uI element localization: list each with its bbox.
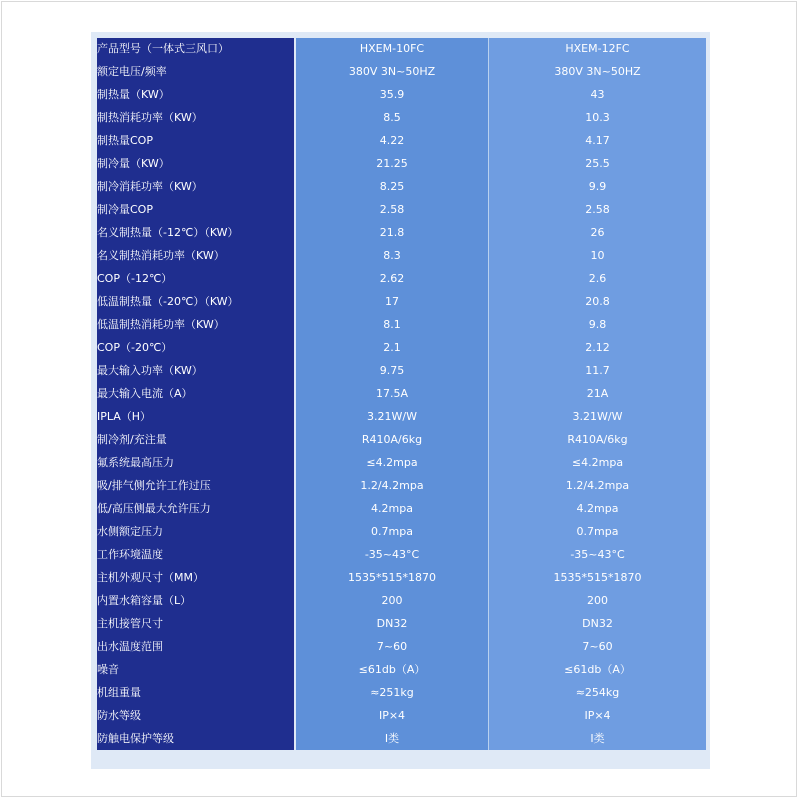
spec-label: 制热量COP bbox=[97, 130, 295, 153]
model-1-value: 4.2mpa bbox=[295, 498, 489, 521]
model-1-value: 2.62 bbox=[295, 268, 489, 291]
model-2-value: 9.9 bbox=[489, 176, 707, 199]
model-2-value: 1.2/4.2mpa bbox=[489, 475, 707, 498]
model-1-value: 2.1 bbox=[295, 337, 489, 360]
spec-label: 制热消耗功率（KW） bbox=[97, 107, 295, 130]
model-2-value: 2.6 bbox=[489, 268, 707, 291]
spec-label: 出水温度范围 bbox=[97, 636, 295, 659]
model-1-value: 35.9 bbox=[295, 84, 489, 107]
model-2-value: ≤61db（A） bbox=[489, 659, 707, 682]
model-2-value: 380V 3N~50HZ bbox=[489, 61, 707, 84]
model-2-value: 1535*515*1870 bbox=[489, 567, 707, 590]
model-1-value: 0.7mpa bbox=[295, 521, 489, 544]
table-row bbox=[97, 245, 706, 268]
table-row bbox=[97, 176, 706, 199]
spec-label: 低温制热消耗功率（KW） bbox=[97, 314, 295, 337]
spec-label: 名义制热消耗功率（KW） bbox=[97, 245, 295, 268]
model-1-value: ≤61db（A） bbox=[295, 659, 489, 682]
table-row bbox=[97, 153, 706, 176]
model-2-value: 20.8 bbox=[489, 291, 707, 314]
model-2-value: I类 bbox=[489, 728, 707, 750]
table-row bbox=[97, 613, 706, 636]
spec-label: 噪音 bbox=[97, 659, 295, 682]
table-row bbox=[97, 38, 706, 61]
model-2-value: 4.17 bbox=[489, 130, 707, 153]
model-2-value: 200 bbox=[489, 590, 707, 613]
table-row bbox=[97, 61, 706, 84]
spec-label: COP（-12℃） bbox=[97, 268, 295, 291]
model-1-value: ≈251kg bbox=[295, 682, 489, 705]
table-row bbox=[97, 429, 706, 452]
model-1-value: 17.5A bbox=[295, 383, 489, 406]
spec-label: COP（-20℃） bbox=[97, 337, 295, 360]
spec-label: 氟系统最高压力 bbox=[97, 452, 295, 475]
model-2-value: R410A/6kg bbox=[489, 429, 707, 452]
table-row bbox=[97, 636, 706, 659]
spec-label: 低温制热量（-20℃）（KW） bbox=[97, 291, 295, 314]
table-row bbox=[97, 337, 706, 360]
model-1-value: 9.75 bbox=[295, 360, 489, 383]
spec-label: 机组重量 bbox=[97, 682, 295, 705]
model-1-value: 3.21W/W bbox=[295, 406, 489, 429]
table-row bbox=[97, 360, 706, 383]
model-1-value: R410A/6kg bbox=[295, 429, 489, 452]
spec-label: 防触电保护等级 bbox=[97, 728, 295, 750]
model-1-value: 17 bbox=[295, 291, 489, 314]
spec-label: 制冷剂/充注量 bbox=[97, 429, 295, 452]
spec-label: 防水等级 bbox=[97, 705, 295, 728]
model-1-value: HXEM-10FC bbox=[295, 38, 489, 61]
spec-label: 制冷量COP bbox=[97, 199, 295, 222]
table-row bbox=[97, 659, 706, 682]
spec-label: 工作环境温度 bbox=[97, 544, 295, 567]
table-row bbox=[97, 314, 706, 337]
model-2-value: 9.8 bbox=[489, 314, 707, 337]
model-2-value: 11.7 bbox=[489, 360, 707, 383]
table-row bbox=[97, 130, 706, 153]
spec-label: 水侧额定压力 bbox=[97, 521, 295, 544]
spec-label: 名义制热量（-12℃）（KW） bbox=[97, 222, 295, 245]
model-2-value: -35~43°C bbox=[489, 544, 707, 567]
model-2-value: ≈254kg bbox=[489, 682, 707, 705]
model-2-value: ≤4.2mpa bbox=[489, 452, 707, 475]
model-1-value: 8.1 bbox=[295, 314, 489, 337]
table-row bbox=[97, 383, 706, 406]
spec-label: 最大输入功率（KW） bbox=[97, 360, 295, 383]
table-row bbox=[97, 84, 706, 107]
model-1-value: DN32 bbox=[295, 613, 489, 636]
model-1-value: IP×4 bbox=[295, 705, 489, 728]
spec-label: 最大输入电流（A） bbox=[97, 383, 295, 406]
table-row bbox=[97, 521, 706, 544]
spec-label: 主机外观尺寸（MM） bbox=[97, 567, 295, 590]
table-row bbox=[97, 452, 706, 475]
model-1-value: 1535*515*1870 bbox=[295, 567, 489, 590]
model-2-value: 10.3 bbox=[489, 107, 707, 130]
spec-label: 制热量（KW） bbox=[97, 84, 295, 107]
spec-label: IPLA（H） bbox=[97, 406, 295, 429]
model-2-value: 25.5 bbox=[489, 153, 707, 176]
spec-label: 低/高压侧最大允许压力 bbox=[97, 498, 295, 521]
model-1-value: 8.25 bbox=[295, 176, 489, 199]
spec-table bbox=[97, 38, 706, 750]
table-row bbox=[97, 199, 706, 222]
spec-label: 制冷量（KW） bbox=[97, 153, 295, 176]
model-2-value: IP×4 bbox=[489, 705, 707, 728]
table-row bbox=[97, 705, 706, 728]
model-1-value: 7~60 bbox=[295, 636, 489, 659]
table-row bbox=[97, 567, 706, 590]
spec-table-body bbox=[97, 38, 706, 750]
table-row bbox=[97, 682, 706, 705]
model-1-value: 1.2/4.2mpa bbox=[295, 475, 489, 498]
model-1-value: 8.3 bbox=[295, 245, 489, 268]
model-2-value: 2.12 bbox=[489, 337, 707, 360]
model-1-value: ≤4.2mpa bbox=[295, 452, 489, 475]
model-1-value: 4.22 bbox=[295, 130, 489, 153]
spec-label: 产品型号（一体式三风口） bbox=[97, 38, 295, 61]
model-1-value: 200 bbox=[295, 590, 489, 613]
model-1-value: 380V 3N~50HZ bbox=[295, 61, 489, 84]
model-2-value: 10 bbox=[489, 245, 707, 268]
model-2-value: 21A bbox=[489, 383, 707, 406]
model-1-value: -35~43°C bbox=[295, 544, 489, 567]
model-2-value: HXEM-12FC bbox=[489, 38, 707, 61]
table-row bbox=[97, 268, 706, 291]
spec-label: 吸/排气侧允许工作过压 bbox=[97, 475, 295, 498]
table-row bbox=[97, 498, 706, 521]
model-1-value: 21.8 bbox=[295, 222, 489, 245]
table-row bbox=[97, 544, 706, 567]
table-row bbox=[97, 222, 706, 245]
model-2-value: 2.58 bbox=[489, 199, 707, 222]
model-2-value: DN32 bbox=[489, 613, 707, 636]
spec-label: 制冷消耗功率（KW） bbox=[97, 176, 295, 199]
model-2-value: 3.21W/W bbox=[489, 406, 707, 429]
model-1-value: 21.25 bbox=[295, 153, 489, 176]
model-1-value: I类 bbox=[295, 728, 489, 750]
model-2-value: 43 bbox=[489, 84, 707, 107]
model-2-value: 7~60 bbox=[489, 636, 707, 659]
spec-label: 额定电压/频率 bbox=[97, 61, 295, 84]
model-2-value: 0.7mpa bbox=[489, 521, 707, 544]
spec-label: 主机接管尺寸 bbox=[97, 613, 295, 636]
table-row bbox=[97, 590, 706, 613]
model-1-value: 2.58 bbox=[295, 199, 489, 222]
table-row bbox=[97, 406, 706, 429]
model-1-value: 8.5 bbox=[295, 107, 489, 130]
table-row bbox=[97, 107, 706, 130]
spec-label: 内置水箱容量（L） bbox=[97, 590, 295, 613]
model-2-value: 4.2mpa bbox=[489, 498, 707, 521]
table-row bbox=[97, 728, 706, 750]
table-row bbox=[97, 291, 706, 314]
model-2-value: 26 bbox=[489, 222, 707, 245]
table-row bbox=[97, 475, 706, 498]
